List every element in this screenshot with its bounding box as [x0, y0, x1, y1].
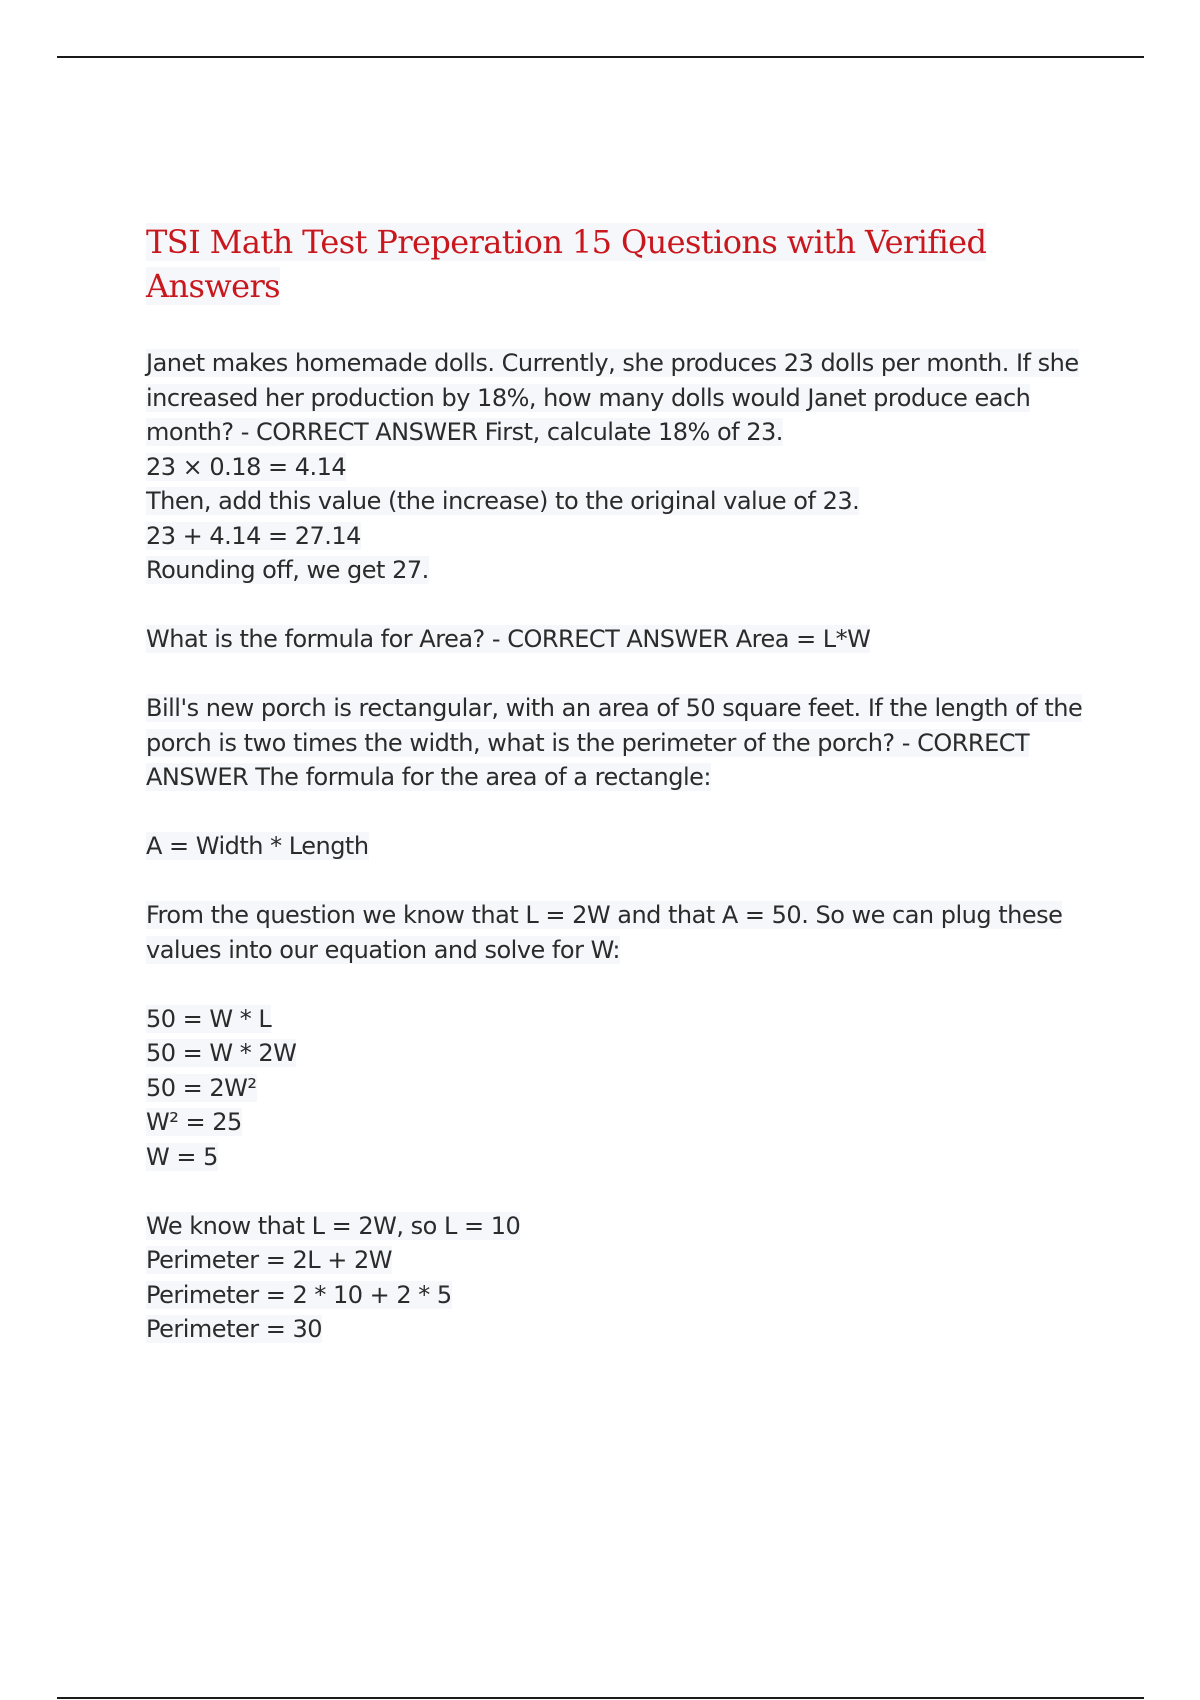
- paragraph-gap: [146, 1174, 1086, 1209]
- text-line: We know that L = 2W, so L = 10: [146, 1211, 521, 1240]
- solve-for-width: [146, 1002, 1086, 1175]
- text-line: Perimeter = 2L + 2W: [146, 1246, 392, 1274]
- solve-perimeter: [146, 1209, 1086, 1347]
- text-line: 23 + 4.14 = 27.14: [146, 521, 361, 550]
- text-line: month? - CORRECT ANSWER First, calculate 18% of 23.: [146, 418, 783, 446]
- text-line: increased her production by 18%, how many dolls would Janet produce each: [146, 383, 1031, 412]
- question-janet-dolls: [146, 346, 1086, 588]
- text-line: What is the formula for Area? - CORRECT ANSWER Area = L*W: [146, 625, 871, 653]
- text-line: Then, add this value (the increase) to the original value of 23.: [146, 487, 860, 515]
- paragraph-gap: [146, 588, 1086, 623]
- header-divider: [57, 56, 1144, 58]
- text-line: W = 5: [146, 1142, 218, 1171]
- text-line: 50 = W * L: [146, 1004, 272, 1033]
- document-body: [146, 220, 1086, 1347]
- document-title: [146, 220, 1086, 308]
- footer-divider: [57, 1697, 1144, 1699]
- text-line: Perimeter = 2 * 10 + 2 * 5: [146, 1280, 452, 1309]
- formula-area-rectangle: [146, 829, 1086, 864]
- text-line: values into our equation and solve for W:: [146, 935, 620, 964]
- text-line: W² = 25: [146, 1108, 242, 1136]
- text-line: A = Width * Length: [146, 832, 369, 860]
- question-area-formula: [146, 622, 1086, 657]
- paragraph-gap: [146, 967, 1086, 1002]
- text-line: Janet makes homemade dolls. Currently, she produces 23 dolls per month. If she: [146, 349, 1079, 377]
- text-line: 50 = 2W²: [146, 1073, 257, 1102]
- text-line: Bill's new porch is rectangular, with an area of 50 square feet. If the length of the: [146, 694, 1083, 722]
- text-line: ANSWER The formula for the area of a rectangle:: [146, 763, 712, 791]
- paragraph-gap: [146, 864, 1086, 899]
- question-bill-porch: [146, 691, 1086, 795]
- text-line: Perimeter = 30: [146, 1315, 323, 1343]
- text-line: 23 × 0.18 = 4.14: [146, 452, 347, 481]
- text-line: From the question we know that L = 2W and that A = 50. So we can plug these: [146, 901, 1063, 929]
- document-title-text: TSI Math Test Preperation 15 Questions with Verified Answers: [146, 223, 987, 305]
- paragraph-gap: [146, 657, 1086, 692]
- text-line: Rounding off, we get 27.: [146, 556, 429, 584]
- paragraph-gap: [146, 795, 1086, 830]
- text-line: 50 = W * 2W: [146, 1039, 297, 1067]
- explanation-plug-values: [146, 898, 1086, 967]
- text-line: porch is two times the width, what is the perimeter of the porch? - CORRECT: [146, 728, 1030, 757]
